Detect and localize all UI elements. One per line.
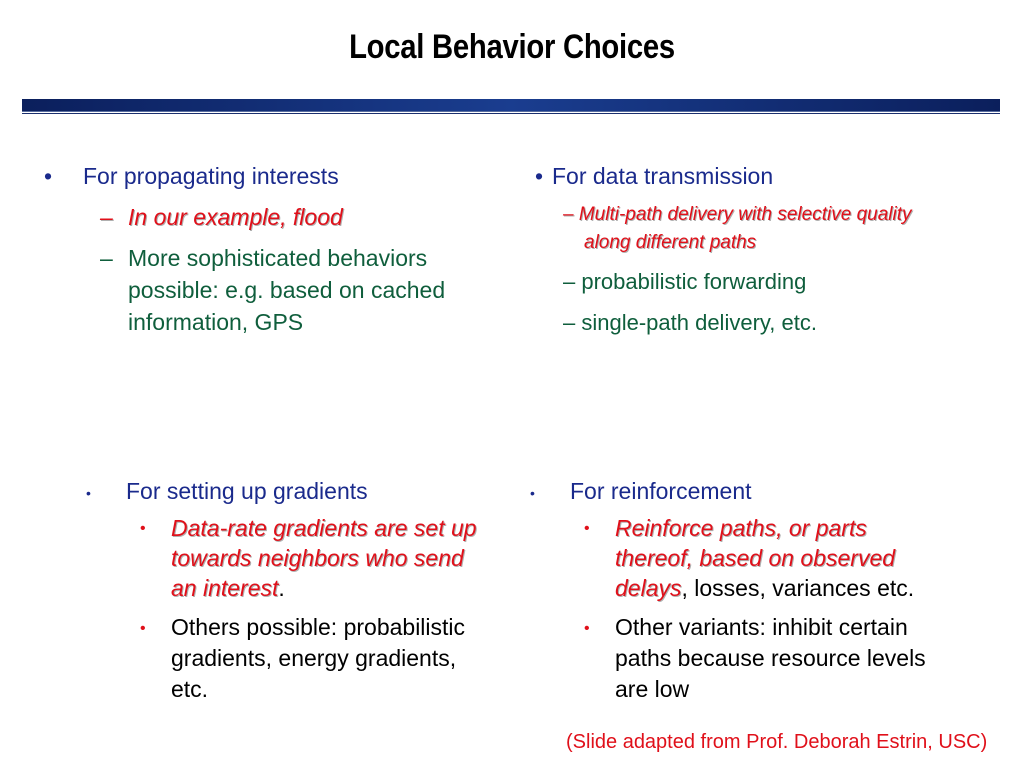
quadrant-data-transmission xyxy=(535,161,975,351)
bullet-marker: • xyxy=(44,163,53,189)
item-reinforce-rest: , losses, variances etc. xyxy=(681,575,915,601)
item-variants-line-1: Other variants: inhibit certain xyxy=(615,614,908,640)
bullet-marker: • xyxy=(530,485,535,501)
item-sophisticated-line-1: More sophisticated behaviors xyxy=(128,245,428,271)
bullet-marker: • xyxy=(86,485,91,501)
item-data-rate-period: . xyxy=(278,575,285,601)
heading-setting-up-gradients: For setting up gradients xyxy=(126,478,368,504)
item-flood: In our example, flood xyxy=(128,204,343,230)
item-variants-line-2: paths because resource levels xyxy=(615,645,926,671)
item-others-line-2: gradients, energy gradients, xyxy=(171,645,457,671)
dash-marker: – xyxy=(100,204,113,230)
item-data-rate-line-2: towards neighbors who send xyxy=(171,545,464,571)
item-probabilistic-forwarding: – probabilistic forwarding xyxy=(563,269,807,294)
item-multipath-line-2: along different paths xyxy=(584,232,757,253)
item-reinforce-line-2: thereof, based on observed xyxy=(615,545,896,571)
item-single-path: – single-path delivery, etc. xyxy=(563,310,817,335)
item-others-line-3: etc. xyxy=(171,676,209,702)
bullet-marker: • xyxy=(584,620,590,637)
item-data-rate-line-1: Data-rate gradients are set up xyxy=(171,515,477,541)
item-sophisticated-line-2: possible: e.g. based on cached xyxy=(128,277,446,303)
bullet-marker: • xyxy=(584,520,590,537)
dash-marker: – xyxy=(100,245,113,271)
bullet-marker: • xyxy=(140,620,146,637)
heading-reinforcement: For reinforcement xyxy=(570,478,752,504)
item-sophisticated-line-3: information, GPS xyxy=(128,309,304,335)
quadrant-reinforcement xyxy=(530,476,950,706)
bullet-marker: • xyxy=(140,520,146,537)
heading-data-transmission: For data transmission xyxy=(552,163,774,189)
quadrant-propagating-interests xyxy=(44,161,474,341)
heading-propagating-interests: For propagating interests xyxy=(83,163,339,189)
item-reinforce-line-3 xyxy=(615,573,914,603)
item-reinforce-delays: delays xyxy=(615,575,682,601)
title-underline-bar xyxy=(22,99,1000,111)
item-variants-line-3: are low xyxy=(615,676,690,702)
item-multipath-line-1: – Multi-path delivery with selective quality xyxy=(563,204,912,225)
slide-attribution: (Slide adapted from Prof. Deborah Estrin, USC) xyxy=(566,731,988,753)
item-data-rate-line-3 xyxy=(171,573,285,603)
quadrant-setting-up-gradients xyxy=(86,476,506,706)
slide-title: Local Behavior Choices xyxy=(349,28,675,66)
title-underline-rule xyxy=(22,113,1000,114)
bullet-marker: • xyxy=(535,163,544,189)
item-others-line-1: Others possible: probabilistic xyxy=(171,614,466,640)
item-data-rate-line-3-em: an interest xyxy=(171,575,279,601)
item-reinforce-line-1: Reinforce paths, or parts xyxy=(615,515,867,541)
